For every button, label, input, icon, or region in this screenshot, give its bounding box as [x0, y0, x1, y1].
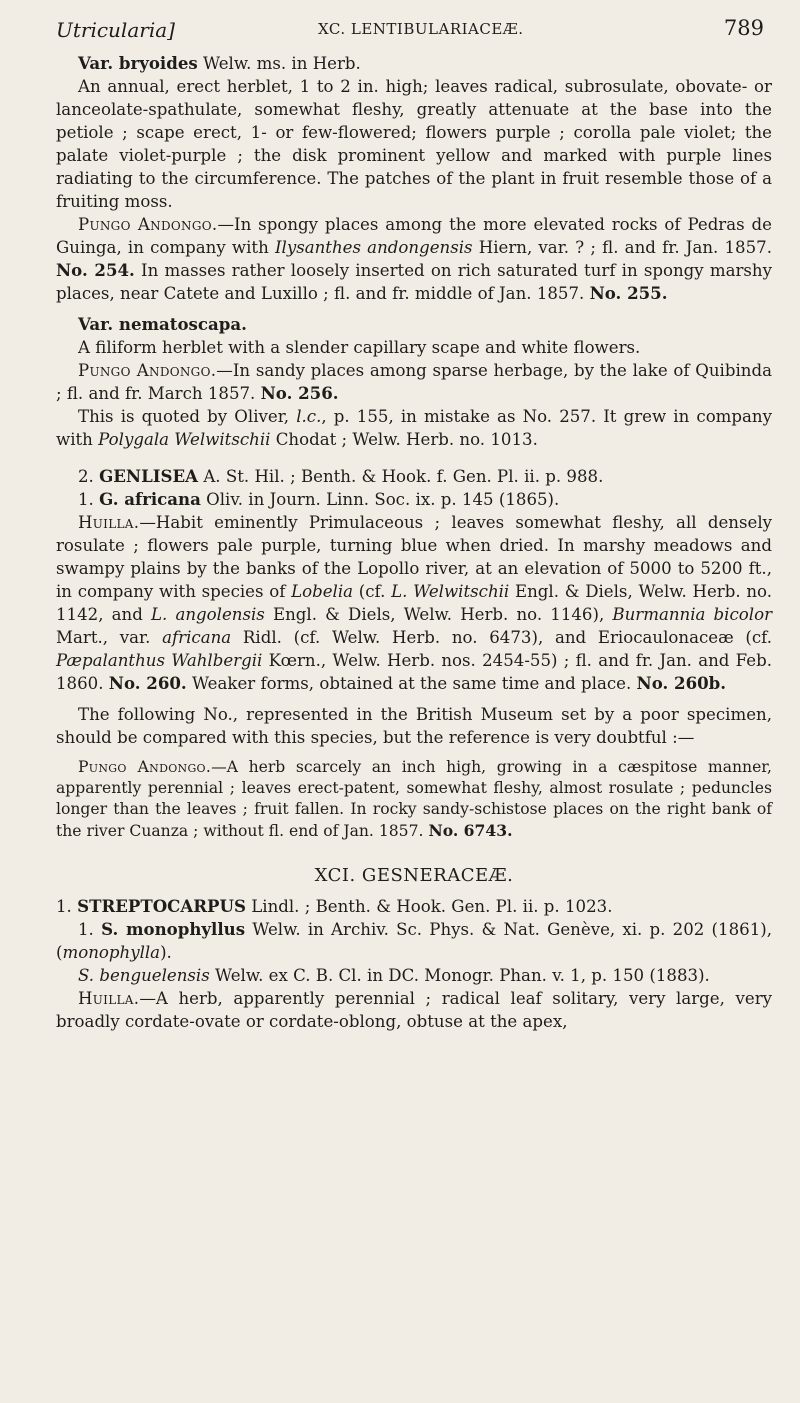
- streptocarpus-huilla-locality: Huilla.—A herb, apparently perennial ; radical leaf solitary, very large, very broadly cordate-ovate or cordate-oblong, obtuse at the apex,: [56, 989, 772, 1031]
- running-header-family: XC. LENTIBULARIACEÆ.: [318, 20, 524, 38]
- page-body: [56, 52, 772, 1033]
- page-number: 789: [723, 16, 764, 40]
- var-nematoscapa-locality: Pungo Andongo.—In sandy places among sparse herbage, by the lake of Quibinda ; fl. and fr. March 1857. No. 256.: [56, 361, 772, 403]
- streptocarpus-genus-heading: 1. STREPTOCARPUS Lindl. ; Benth. & Hook. Gen. Pl. ii. p. 1023.: [56, 896, 613, 916]
- streptocarpus-synonym: S. benguelensis Welw. ex C. B. Cl. in DC. Monogr. Phan. v. 1, p. 150 (1883).: [78, 966, 710, 985]
- var-bryoides-heading: Var. bryoides Welw. ms. in Herb.: [78, 53, 361, 73]
- genlisea-pungo-locality: Pungo Andongo.—A herb scarcely an inch high, growing in a cæspitose manner, apparently perennial ; leaves erect-patent, somewhat fleshy, almost rosulate ; peduncles longer than the leaves ; fruit fallen. In rocky sandy-schistose places on the right bank of the river Cuanza ; without fl. end of Jan. 1857. No. 6743.: [56, 758, 773, 840]
- var-bryoides-locality: Pungo Andongo.—In spongy places among the more elevated rocks of Pedras de Guinga, in company with Ilysanthes andongensis Hiern, var. ? ; fl. and fr. Jan. 1857. No. 254. In masses rather loosely inserted on rich saturated turf in spongy marshy places, near Catete and Luxillo ; fl. and fr. middle of Jan. 1857. No. 255.: [56, 215, 773, 303]
- genlisea-doubtful-note: The following No., represented in the British Museum set by a poor specimen, should be compared with this species, but the reference is very doubtful :—: [56, 705, 772, 747]
- running-header-genus: Utricularia]: [56, 18, 175, 42]
- var-nematoscapa-description: A filiform herblet with a slender capillary scape and white flowers.: [78, 338, 641, 357]
- family-heading: XCI. GESNERACEÆ.: [314, 865, 514, 886]
- var-bryoides-description: An annual, erect herblet, 1 to 2 in. high; leaves radical, subrosulate, obovate- or lanceolate-spathulate, somewhat fleshy, greatly attenuate at the base into the petiole ; scape erect, 1- or few-flowered; flowers purple ; corolla pale violet; the palate violet-purple ; the disk prominent yellow and marked with purple lines radiating to the circumference. The patches of the plant in fruit resemble those of a fruiting moss.: [56, 77, 772, 211]
- genlisea-species-heading: 1. G. africana Oliv. in Journ. Linn. Soc. ix. p. 145 (1865).: [78, 489, 560, 509]
- genlisea-genus-heading: 2. GENLISEA A. St. Hil. ; Benth. & Hook. f. Gen. Pl. ii. p. 988.: [78, 466, 604, 486]
- running-header: [56, 14, 764, 44]
- genlisea-huilla-locality: Huilla.—Habit eminently Primulaceous ; leaves somewhat fleshy, all densely rosulate ; flowers pale purple, turning blue when dried. In marshy meadows and swampy plains by the banks of the Lopollo river, at an elevation of 5000 to 5200 ft., in company with species of Lobelia (cf. L. Welwitschii Engl. & Diels, Welw. Herb. no. 1142, and L. angolensis Engl. & Diels, Welw. Herb. no. 1146), Burmannia bicolor Mart., var. africana Ridl. (cf. Welw. Herb. no. 6473), and Eriocaulonaceæ (cf. Pæpalanthus Wahlbergii Kœrn., Welw. Herb. nos. 2454-55) ; fl. and fr. Jan. and Feb. 1860. No. 260. Weaker forms, obtained at the same time and place. No. 260b.: [56, 513, 773, 693]
- streptocarpus-species-heading: 1. S. monophyllus Welw. in Archiv. Sc. Phys. & Nat. Genève, xi. p. 202 (1861), (monophylla).: [56, 919, 773, 962]
- var-nematoscapa-heading: Var. nematoscapa.: [78, 314, 247, 334]
- var-nematoscapa-note: This is quoted by Oliver, l.c., p. 155, in mistake as No. 257. It grew in company with Polygala Welwitschii Chodat ; Welw. Herb. no. 1013.: [56, 407, 772, 449]
